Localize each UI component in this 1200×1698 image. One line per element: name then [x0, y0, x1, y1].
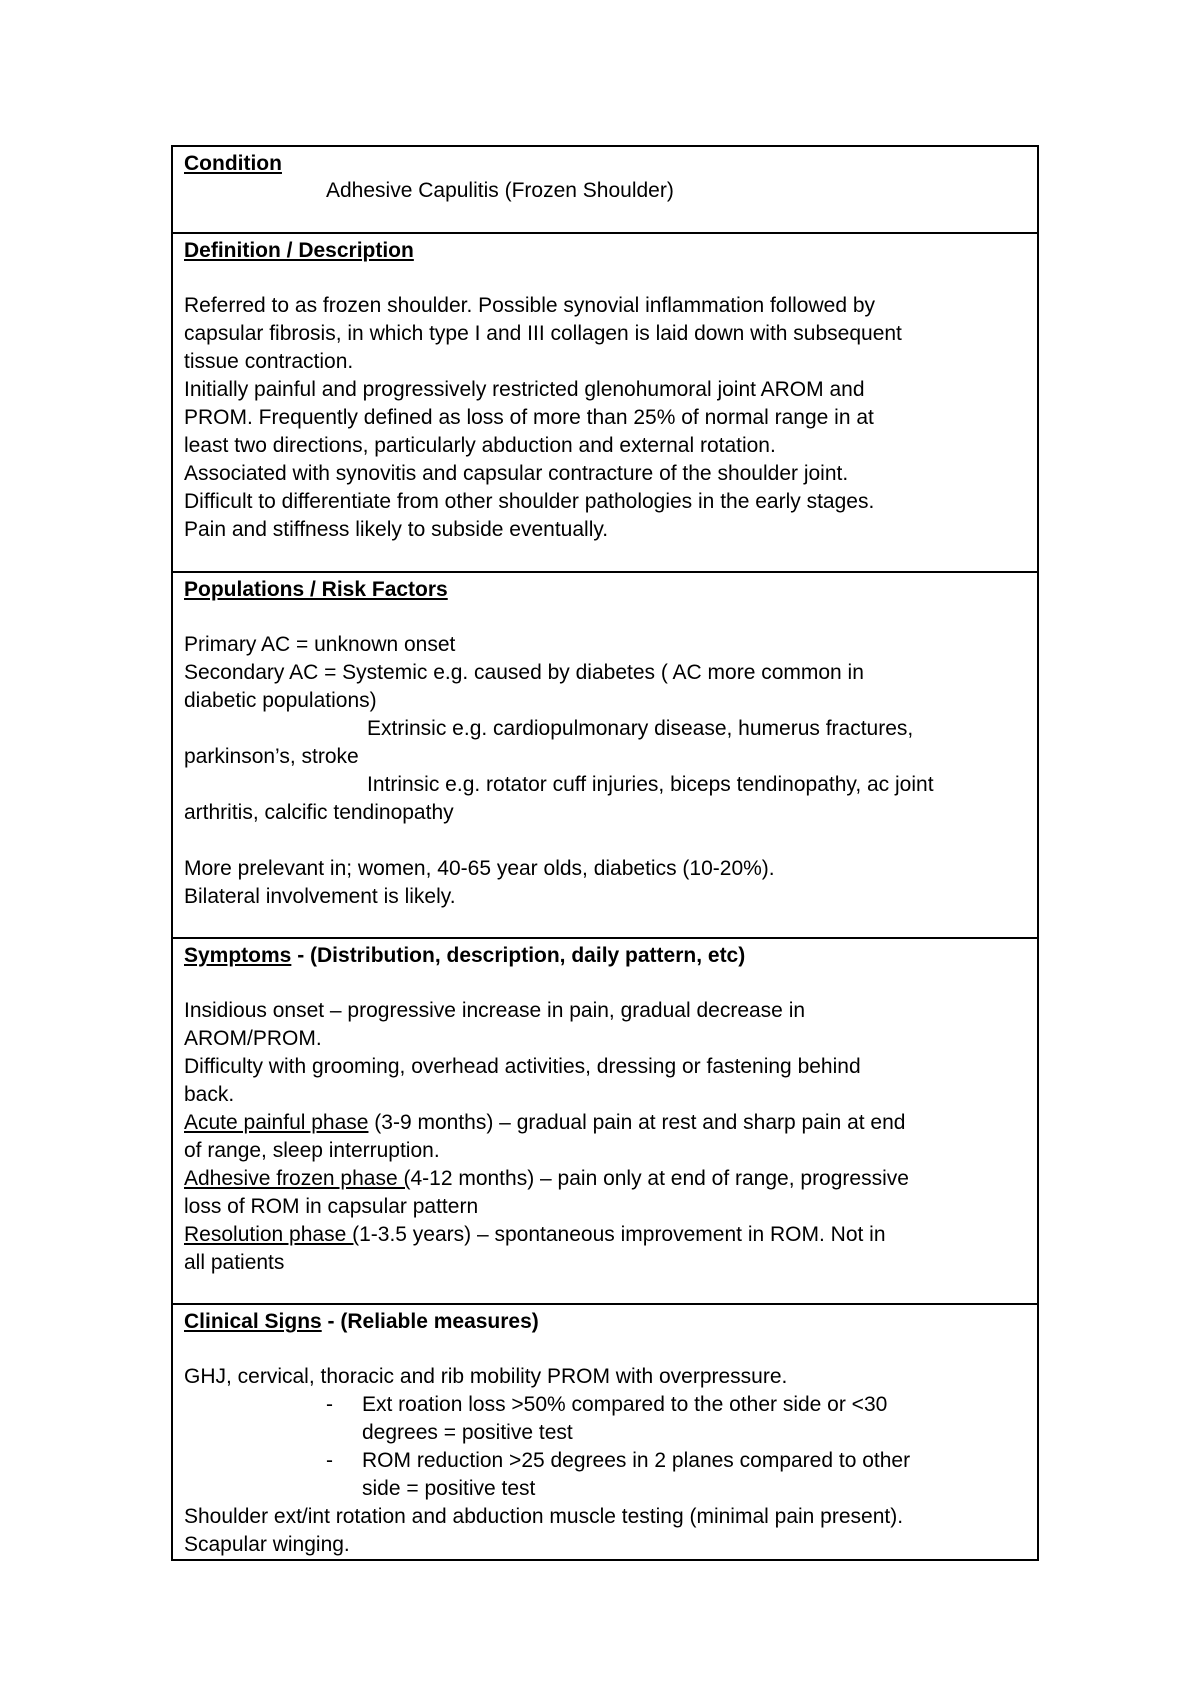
list-item — [184, 1447, 1026, 1503]
adhesive-phase-label: Adhesive frozen phase ( — [184, 1167, 411, 1190]
resolution-phase-text — [184, 1221, 1026, 1249]
acute-phase-label: Acute painful phase — [184, 1111, 369, 1134]
bilateral-text: Bilateral involvement is likely. — [184, 885, 456, 908]
list-item-line: degrees = positive test — [362, 1421, 573, 1444]
clinical-signs-heading-suffix: - (Reliable measures) — [321, 1310, 539, 1333]
symptoms-section — [173, 937, 1037, 1303]
primary-ac-text: Primary AC = unknown onset — [184, 633, 456, 656]
resolution-phase-label: Resolution phase ( — [184, 1223, 360, 1246]
definition-line: tissue contraction. — [184, 350, 354, 373]
secondary-ac-text-cont: diabetic populations) — [184, 689, 377, 712]
condition-heading: Condition — [184, 152, 282, 175]
list-item-line: side = positive test — [362, 1477, 536, 1500]
onset-text-cont: AROM/PROM. — [184, 1027, 322, 1050]
adhesive-phase-text — [184, 1165, 1026, 1193]
list-item-line: Ext roation loss >50% compared to the other side or <30 — [362, 1393, 888, 1416]
condition-table — [171, 145, 1039, 1561]
intrinsic-text-cont: arthritis, calcific tendinopathy — [184, 801, 454, 824]
clinical-signs-section — [173, 1303, 1037, 1559]
onset-text: Insidious onset – progressive increase in pain, gradual decrease in — [184, 999, 806, 1022]
acute-phase-text — [184, 1109, 1026, 1137]
acute-phase-desc: (3-9 months) – gradual pain at rest and sharp pain at end — [368, 1111, 906, 1134]
definition-heading: Definition / Description — [184, 239, 414, 262]
list-item — [184, 1391, 1026, 1447]
symptoms-heading: Symptoms — [184, 944, 292, 967]
condition-section — [173, 147, 1037, 232]
dash-bullet: - — [326, 1393, 333, 1416]
definition-line: least two directions, particularly abduction and external rotation. — [184, 434, 776, 457]
scapular-text: Scapular winging. — [184, 1533, 350, 1556]
muscle-testing-text: Shoulder ext/int rotation and abduction muscle testing (minimal pain present). — [184, 1505, 904, 1528]
definition-line: PROM. Frequently defined as loss of more than 25% of normal range in at — [184, 406, 874, 429]
difficulty-text-cont: back. — [184, 1083, 235, 1106]
acute-phase-text-cont: of range, sleep interruption. — [184, 1139, 440, 1162]
dash-bullet: - — [326, 1449, 333, 1472]
prevalence-text: More prelevant in; women, 40-65 year olds, diabetics (10-20%). — [184, 857, 775, 880]
resolution-phase-desc: 1-3.5 years) – spontaneous improvement in ROM. Not in — [359, 1223, 886, 1246]
adhesive-phase-text-cont: loss of ROM in capsular pattern — [184, 1195, 479, 1218]
intrinsic-text: Intrinsic e.g. rotator cuff injuries, biceps tendinopathy, ac joint — [367, 773, 934, 796]
mobility-text: GHJ, cervical, thoracic and rib mobility PROM with overpressure. — [184, 1365, 788, 1388]
extrinsic-text-cont: parkinson’s, stroke — [184, 745, 359, 768]
definition-line: Pain and stiffness likely to subside eventually. — [184, 518, 609, 541]
resolution-phase-text-cont: all patients — [184, 1251, 285, 1274]
definition-line: Difficult to differentiate from other shoulder pathologies in the early stages. — [184, 490, 875, 513]
definition-line: Referred to as frozen shoulder. Possible synovial inflammation followed by — [184, 294, 876, 317]
symptoms-heading-suffix: - (Distribution, description, daily pattern, etc) — [291, 944, 746, 967]
definition-line: Initially painful and progressively restricted glenohumoral joint AROM and — [184, 378, 865, 401]
extrinsic-text: Extrinsic e.g. cardiopulmonary disease, humerus fractures, — [367, 717, 914, 740]
list-item-line: ROM reduction >25 degrees in 2 planes compared to other — [362, 1449, 911, 1472]
populations-section — [173, 571, 1037, 937]
condition-value: Adhesive Capulitis (Frozen Shoulder) — [326, 179, 674, 202]
definition-section — [173, 232, 1037, 571]
adhesive-phase-desc: 4-12 months) – pain only at end of range, progressive — [410, 1167, 909, 1190]
definition-line: capsular fibrosis, in which type I and III collagen is laid down with subsequent — [184, 322, 902, 345]
populations-heading: Populations / Risk Factors — [184, 578, 448, 601]
definition-line: Associated with synovitis and capsular contracture of the shoulder joint. — [184, 462, 849, 485]
secondary-ac-text: Secondary AC = Systemic e.g. caused by diabetes ( AC more common in — [184, 661, 864, 684]
clinical-signs-heading: Clinical Signs — [184, 1310, 322, 1333]
difficulty-text: Difficulty with grooming, overhead activities, dressing or fastening behind — [184, 1055, 861, 1078]
